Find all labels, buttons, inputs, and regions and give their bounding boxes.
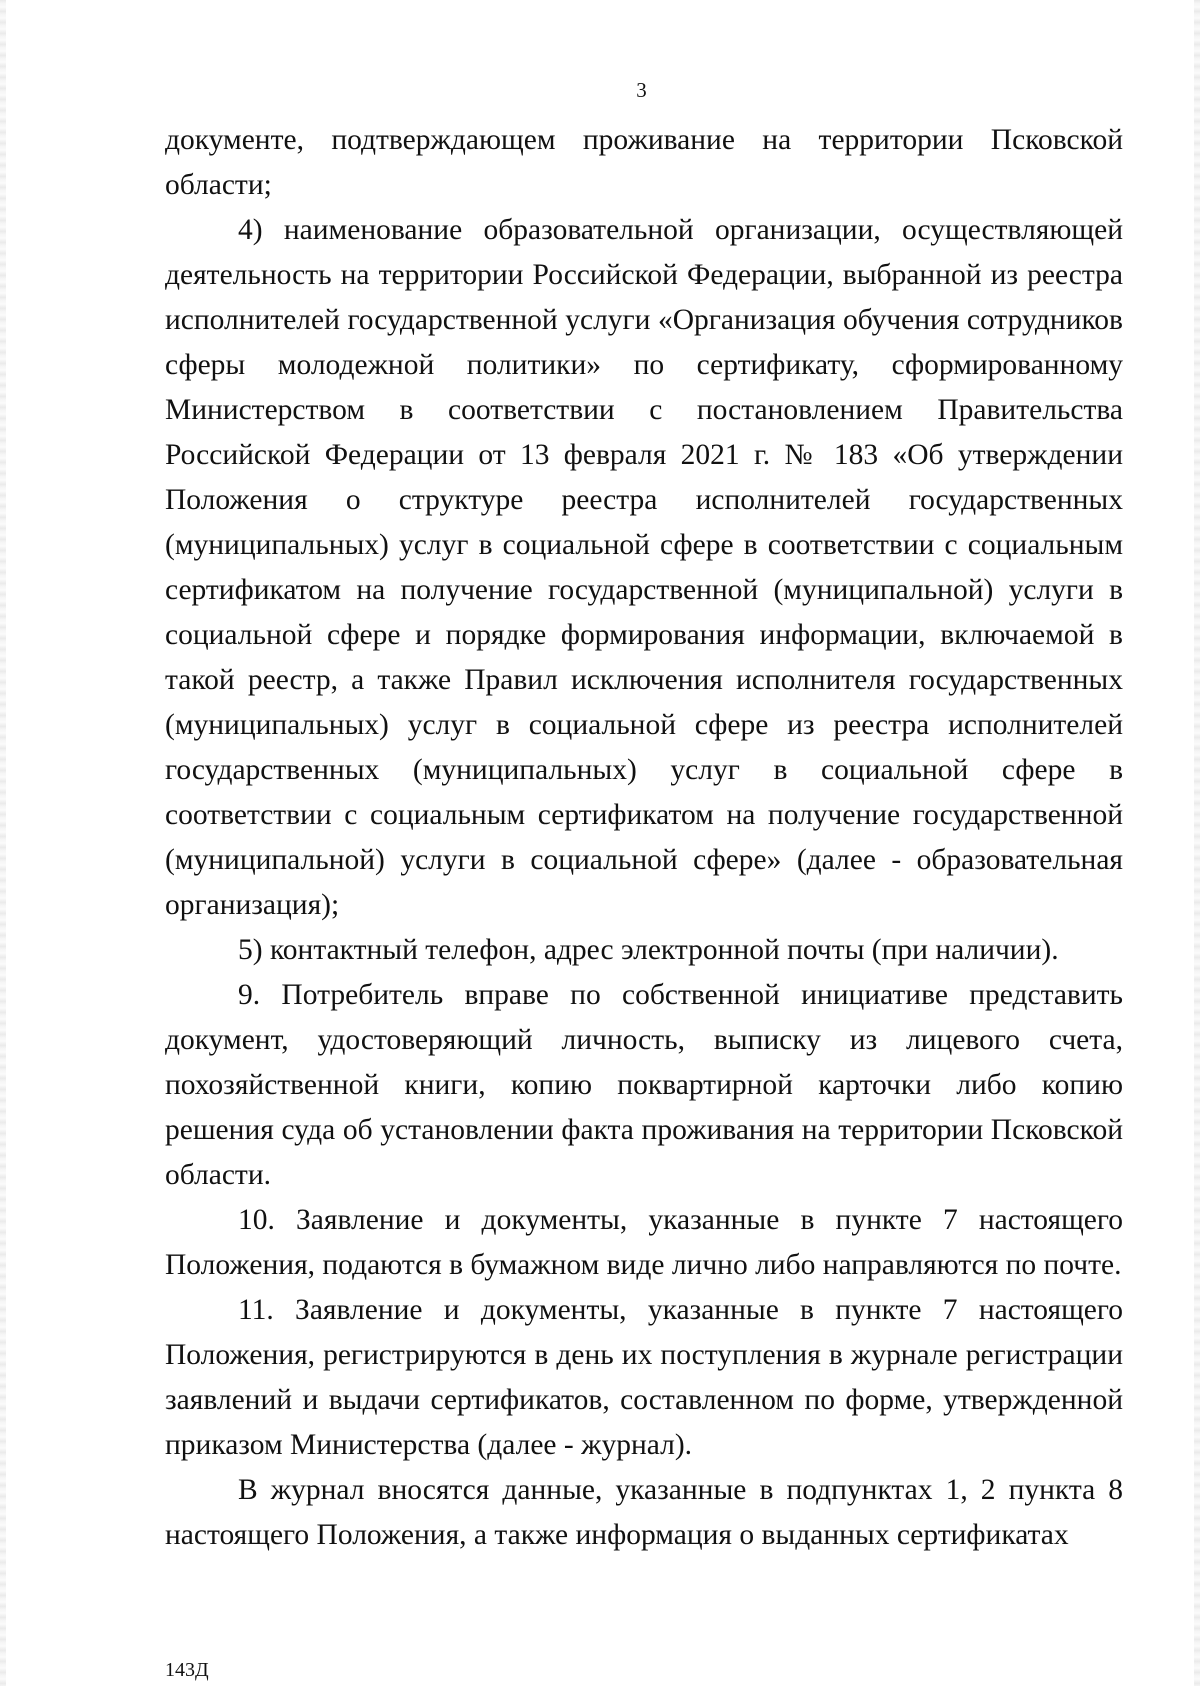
page-number: 3: [636, 78, 647, 102]
paragraph-continuation: документе, подтверждающем проживание на территории Псковской области;: [165, 124, 1123, 201]
paragraph-journal: В журнал вносятся данные, указанные в подпунктах 1, 2 пункта 8 настоящего Положения, а также информация о выданных сертификатах: [165, 1474, 1123, 1551]
scan-edge-left: [0, 0, 6, 1686]
paragraph-item-5: 5) контактный телефон, адрес электронной почты (при наличии).: [238, 934, 1059, 966]
paragraph-point-10: 10. Заявление и документы, указанные в пункте 7 настоящего Положения, подаются в бумажном виде лично либо направляются по почте.: [165, 1204, 1123, 1281]
footer-document-code: 143Д: [165, 1659, 209, 1681]
document-body: [165, 118, 1123, 1558]
paragraph-point-9: 9. Потребитель вправе по собственной инициативе представить документ, удостоверяющий личность, выписку из лицевого счета, похозяйственной книги, копию поквартирной карточки либо копию решения суда об установлении факта проживания на территории Псковской области.: [165, 979, 1123, 1191]
paragraph-item-4: 4) наименование образовательной организации, осуществляющей деятельность на территории Российской Федерации, выбранной из реестра исполнителей государственной услуги «Организация обучения сотрудников сферы молодежной политики» по сертификату, сформированному Министерством в соответствии с постановлением Правительства Российской Федерации от 13 февраля 2021 г. № 183 «Об утверждении Положения о структуре реестра исполнителей государственных (муниципальных) услуг в социальной сфере в соответствии с социальным сертификатом на получение государственной (муниципальной) услуги в социальной сфере и порядке формирования информации, включаемой в такой реестр, а также Правил исключения исполнителя государственных (муниципальных) услуг в социальной сфере из реестра исполнителей государственных (муниципальных) услуг в социальной сфере в соответствии с социальным сертификатом на получение государственной (муниципальной) услуги в социальной сфере» (далее - образовательная организация);: [165, 214, 1123, 921]
paragraph-point-11: 11. Заявление и документы, указанные в пункте 7 настоящего Положения, регистрируются в день их поступления в журнале регистрации заявлений и выдачи сертификатов, составленном по форме, утвержденной приказом Министерства (далее - журнал).: [165, 1294, 1123, 1461]
scan-edge-right: [1194, 0, 1200, 1686]
